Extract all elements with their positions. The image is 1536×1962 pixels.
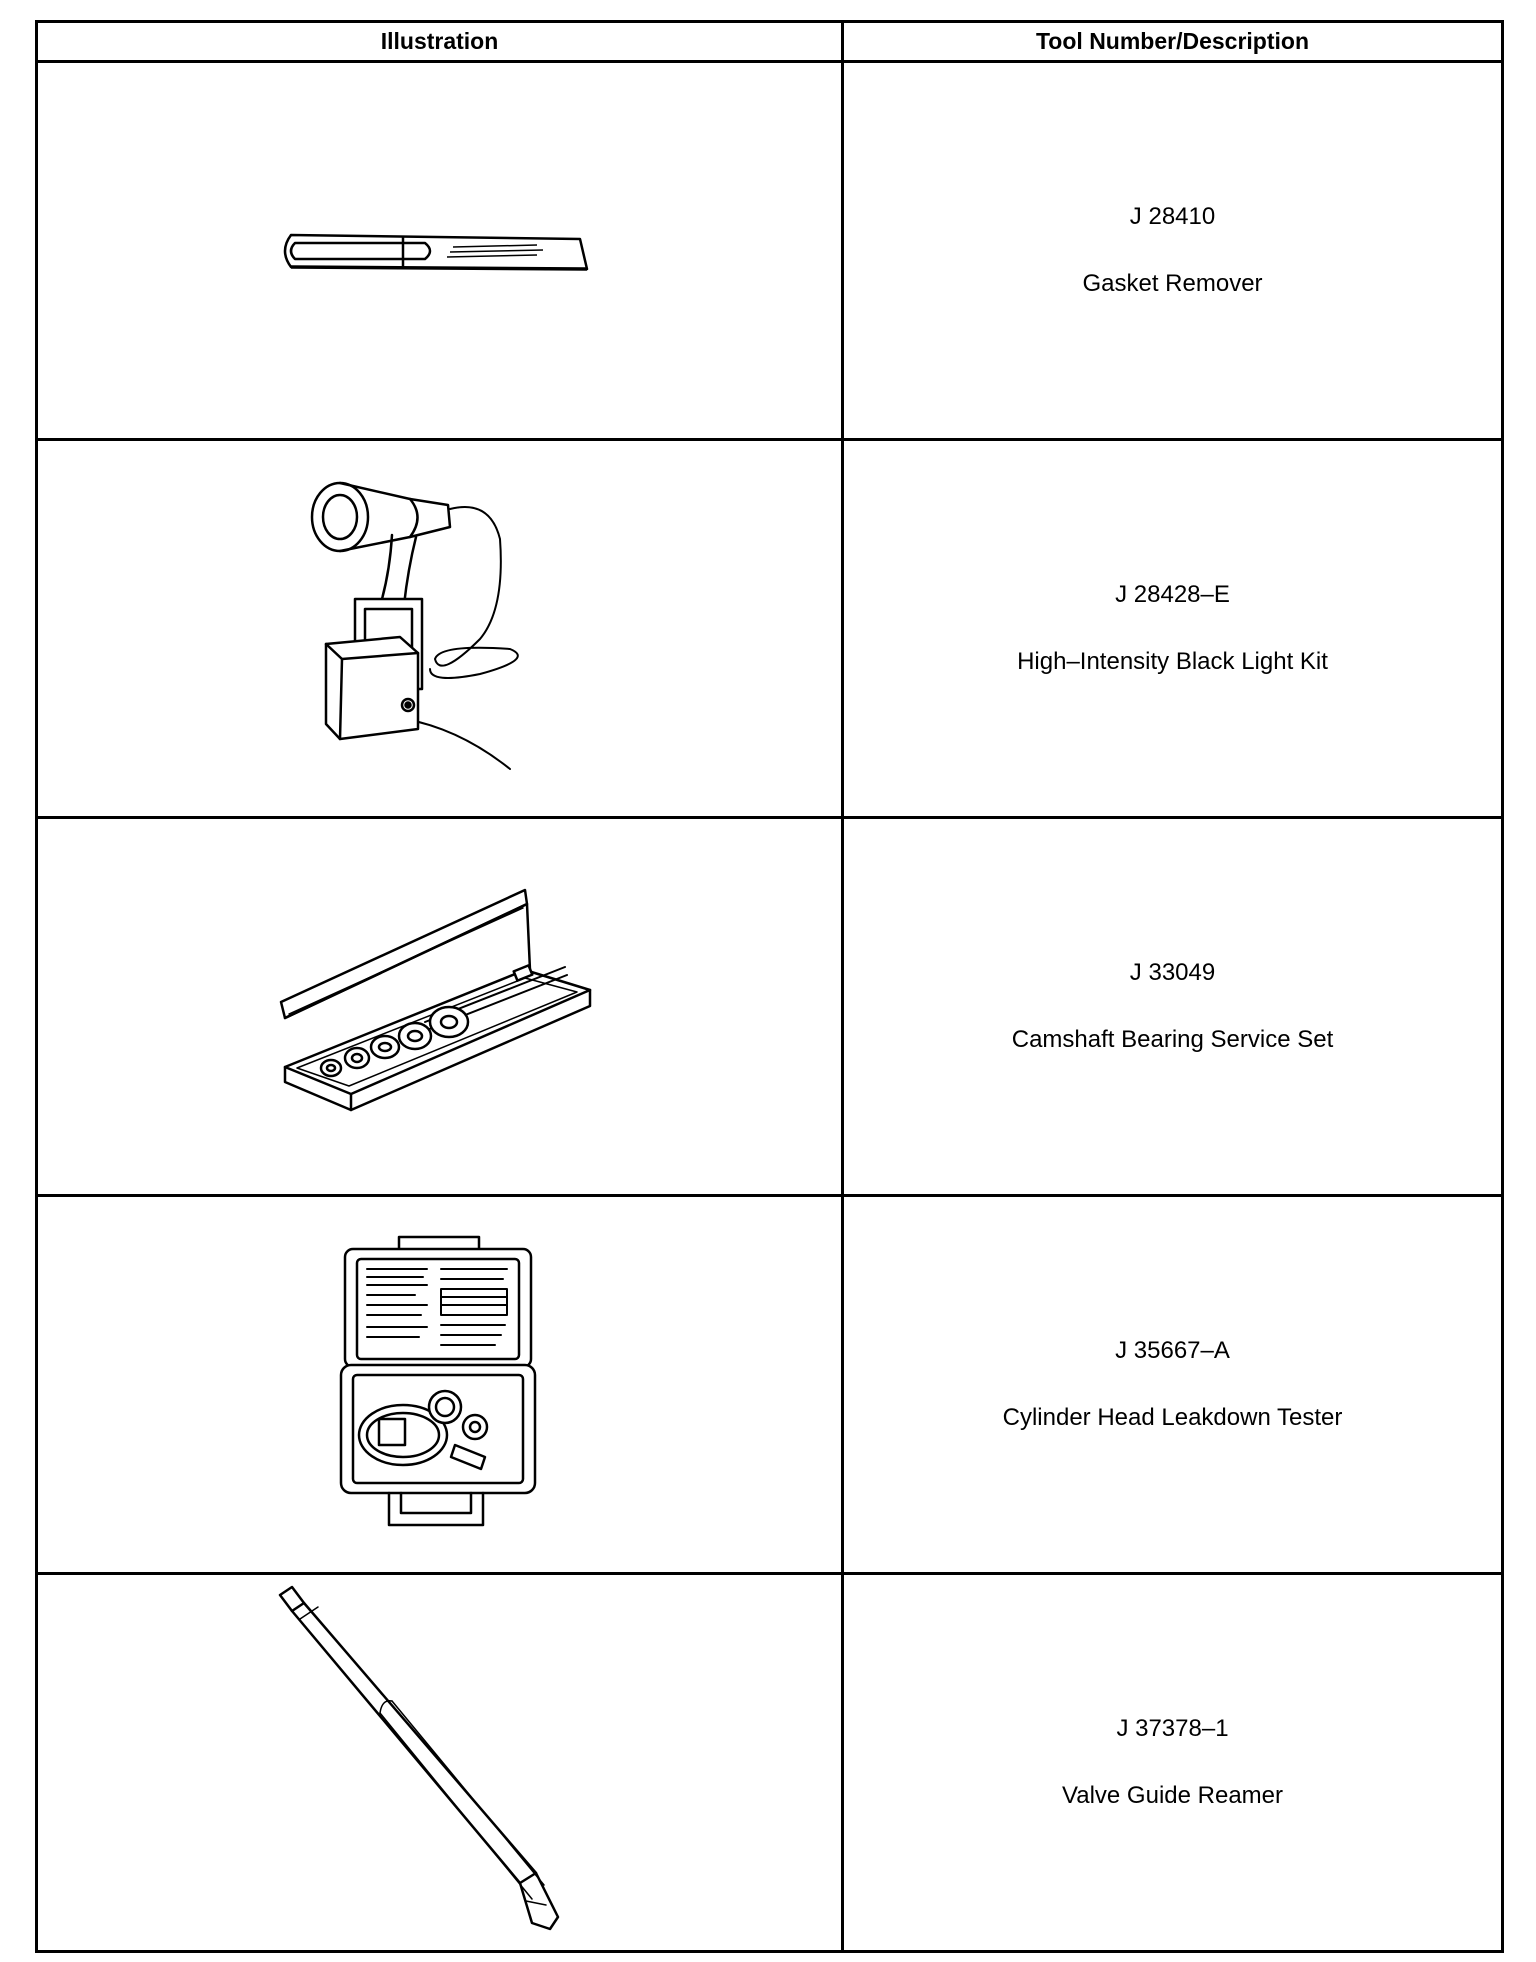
black-light-kit-icon [300,469,580,789]
description-cell [843,1196,1503,1574]
description-cell [843,818,1503,1196]
table-header-row [37,22,1503,62]
illustration-cell [37,62,843,440]
tool-description: High–Intensity Black Light Kit [1017,647,1328,675]
tool-number: J 37378–1 [1116,1714,1229,1742]
camshaft-bearing-set-icon [275,872,605,1142]
description-cell [843,62,1503,440]
tool-description: Valve Guide Reamer [1062,1781,1283,1809]
table-row [37,1196,1503,1574]
table-row [37,1574,1503,1952]
illustration-cell [37,1574,843,1952]
table-row [37,62,1503,440]
tool-number: J 33049 [1129,958,1216,986]
tool-description: Cylinder Head Leakdown Tester [1002,1403,1343,1431]
header-illustration: Illustration [37,22,843,62]
valve-guide-reamer-icon [270,1583,610,1943]
tool-number: J 35667–A [1115,1336,1230,1364]
illustration-cell [37,440,843,818]
description-cell [843,1574,1503,1952]
tool-number: J 28428–E [1115,580,1230,608]
illustration-cell [37,818,843,1196]
gasket-remover-icon [275,221,605,281]
table-row [37,818,1503,1196]
special-tools-table [35,20,1504,1953]
description-cell [843,440,1503,818]
tool-description: Camshaft Bearing Service Set [1011,1025,1334,1053]
tool-description: Gasket Remover [1082,269,1263,297]
header-tool-number-description: Tool Number/Description [843,22,1503,62]
table-row [37,440,1503,818]
illustration-cell [37,1196,843,1574]
leakdown-tester-icon [335,1235,545,1535]
tool-number: J 28410 [1129,202,1216,230]
